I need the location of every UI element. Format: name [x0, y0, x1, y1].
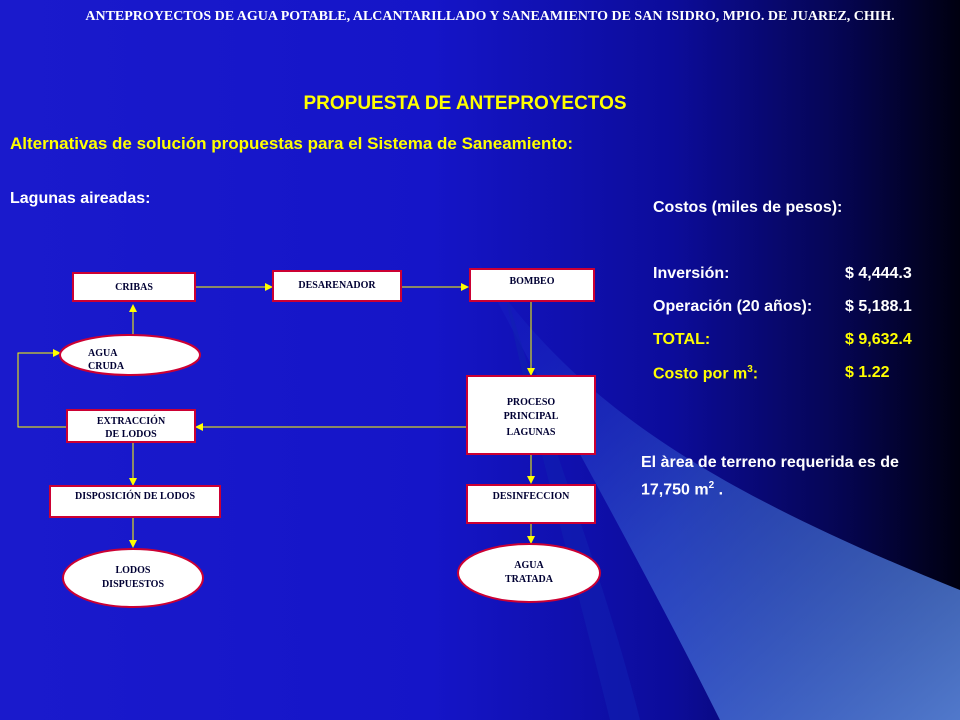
- operation-label: Operación (20 años):: [653, 298, 813, 315]
- node-bombeo-label: BOMBEO: [509, 276, 555, 287]
- total-label: TOTAL:: [653, 331, 711, 348]
- area-note-exponent: 2: [708, 480, 715, 491]
- process-flow-diagram: [0, 255, 620, 615]
- total-value: $ 9,632.4: [845, 331, 912, 348]
- node-lodos-label-2: DISPUESTOS: [101, 579, 165, 590]
- presentation-header: ANTEPROYECTOS DE AGUA POTABLE, ALCANTARILLADO Y SANEAMIENTO DE SAN ISIDRO, MPIO. DE JUAREZ, CHIH.: [85, 9, 895, 24]
- investment-label: Inversión:: [653, 265, 730, 282]
- node-agua-cruda: [60, 335, 200, 375]
- node-lodos-label-1: LODOS: [115, 565, 151, 576]
- node-proceso-label-3: LAGUNAS: [506, 427, 556, 438]
- node-agua-tratada: [458, 544, 600, 602]
- arrow-extraccion-agua-cruda: [18, 353, 66, 427]
- node-agua-tratada-label-2: TRATADA: [505, 574, 553, 585]
- node-lodos-dispuestos: [63, 549, 203, 607]
- area-note-text: El àrea de terreno requerida es de 17,750 m: [641, 454, 899, 499]
- area-note-suffix: .: [714, 481, 724, 499]
- node-agua-cruda-label-2: CRUDA: [88, 361, 125, 372]
- node-extraccion-label-1: EXTRACCIÓN: [96, 416, 166, 427]
- cost-per-m3-text: Costo por m: [653, 365, 748, 383]
- page-title: PROPUESTA DE ANTEPROYECTOS: [303, 93, 627, 114]
- operation-value: $ 5,188.1: [845, 298, 912, 315]
- node-agua-tratada-label-1: AGUA: [514, 560, 544, 571]
- node-cribas-label: CRIBAS: [115, 282, 153, 293]
- node-proceso-label-1: PROCESO: [506, 397, 556, 408]
- area-note: [641, 451, 941, 501]
- node-extraccion-label-2: DE LODOS: [105, 429, 157, 440]
- subtitle: Alternativas de solución propuestas para el Sistema de Saneamiento:: [10, 134, 574, 153]
- section-label: Lagunas aireadas:: [10, 190, 151, 207]
- node-proceso-label-2: PRINCIPAL: [503, 411, 559, 422]
- costs-title: Costos (miles de pesos):: [653, 199, 843, 216]
- node-desarenador-label: DESARENADOR: [298, 280, 376, 291]
- cost-per-m3-colon: :: [752, 365, 759, 383]
- node-agua-cruda-label-1: AGUA: [88, 348, 118, 359]
- investment-value: $ 4,444.3: [845, 265, 912, 282]
- cost-per-m3-label: [653, 364, 758, 383]
- cost-per-m3-value: $ 1.22: [845, 364, 890, 381]
- cost-per-m3-exponent: 3: [747, 364, 753, 375]
- node-disposicion-label: DISPOSICIÓN DE LODOS: [74, 491, 196, 502]
- node-desinfeccion-label: DESINFECCION: [492, 491, 570, 502]
